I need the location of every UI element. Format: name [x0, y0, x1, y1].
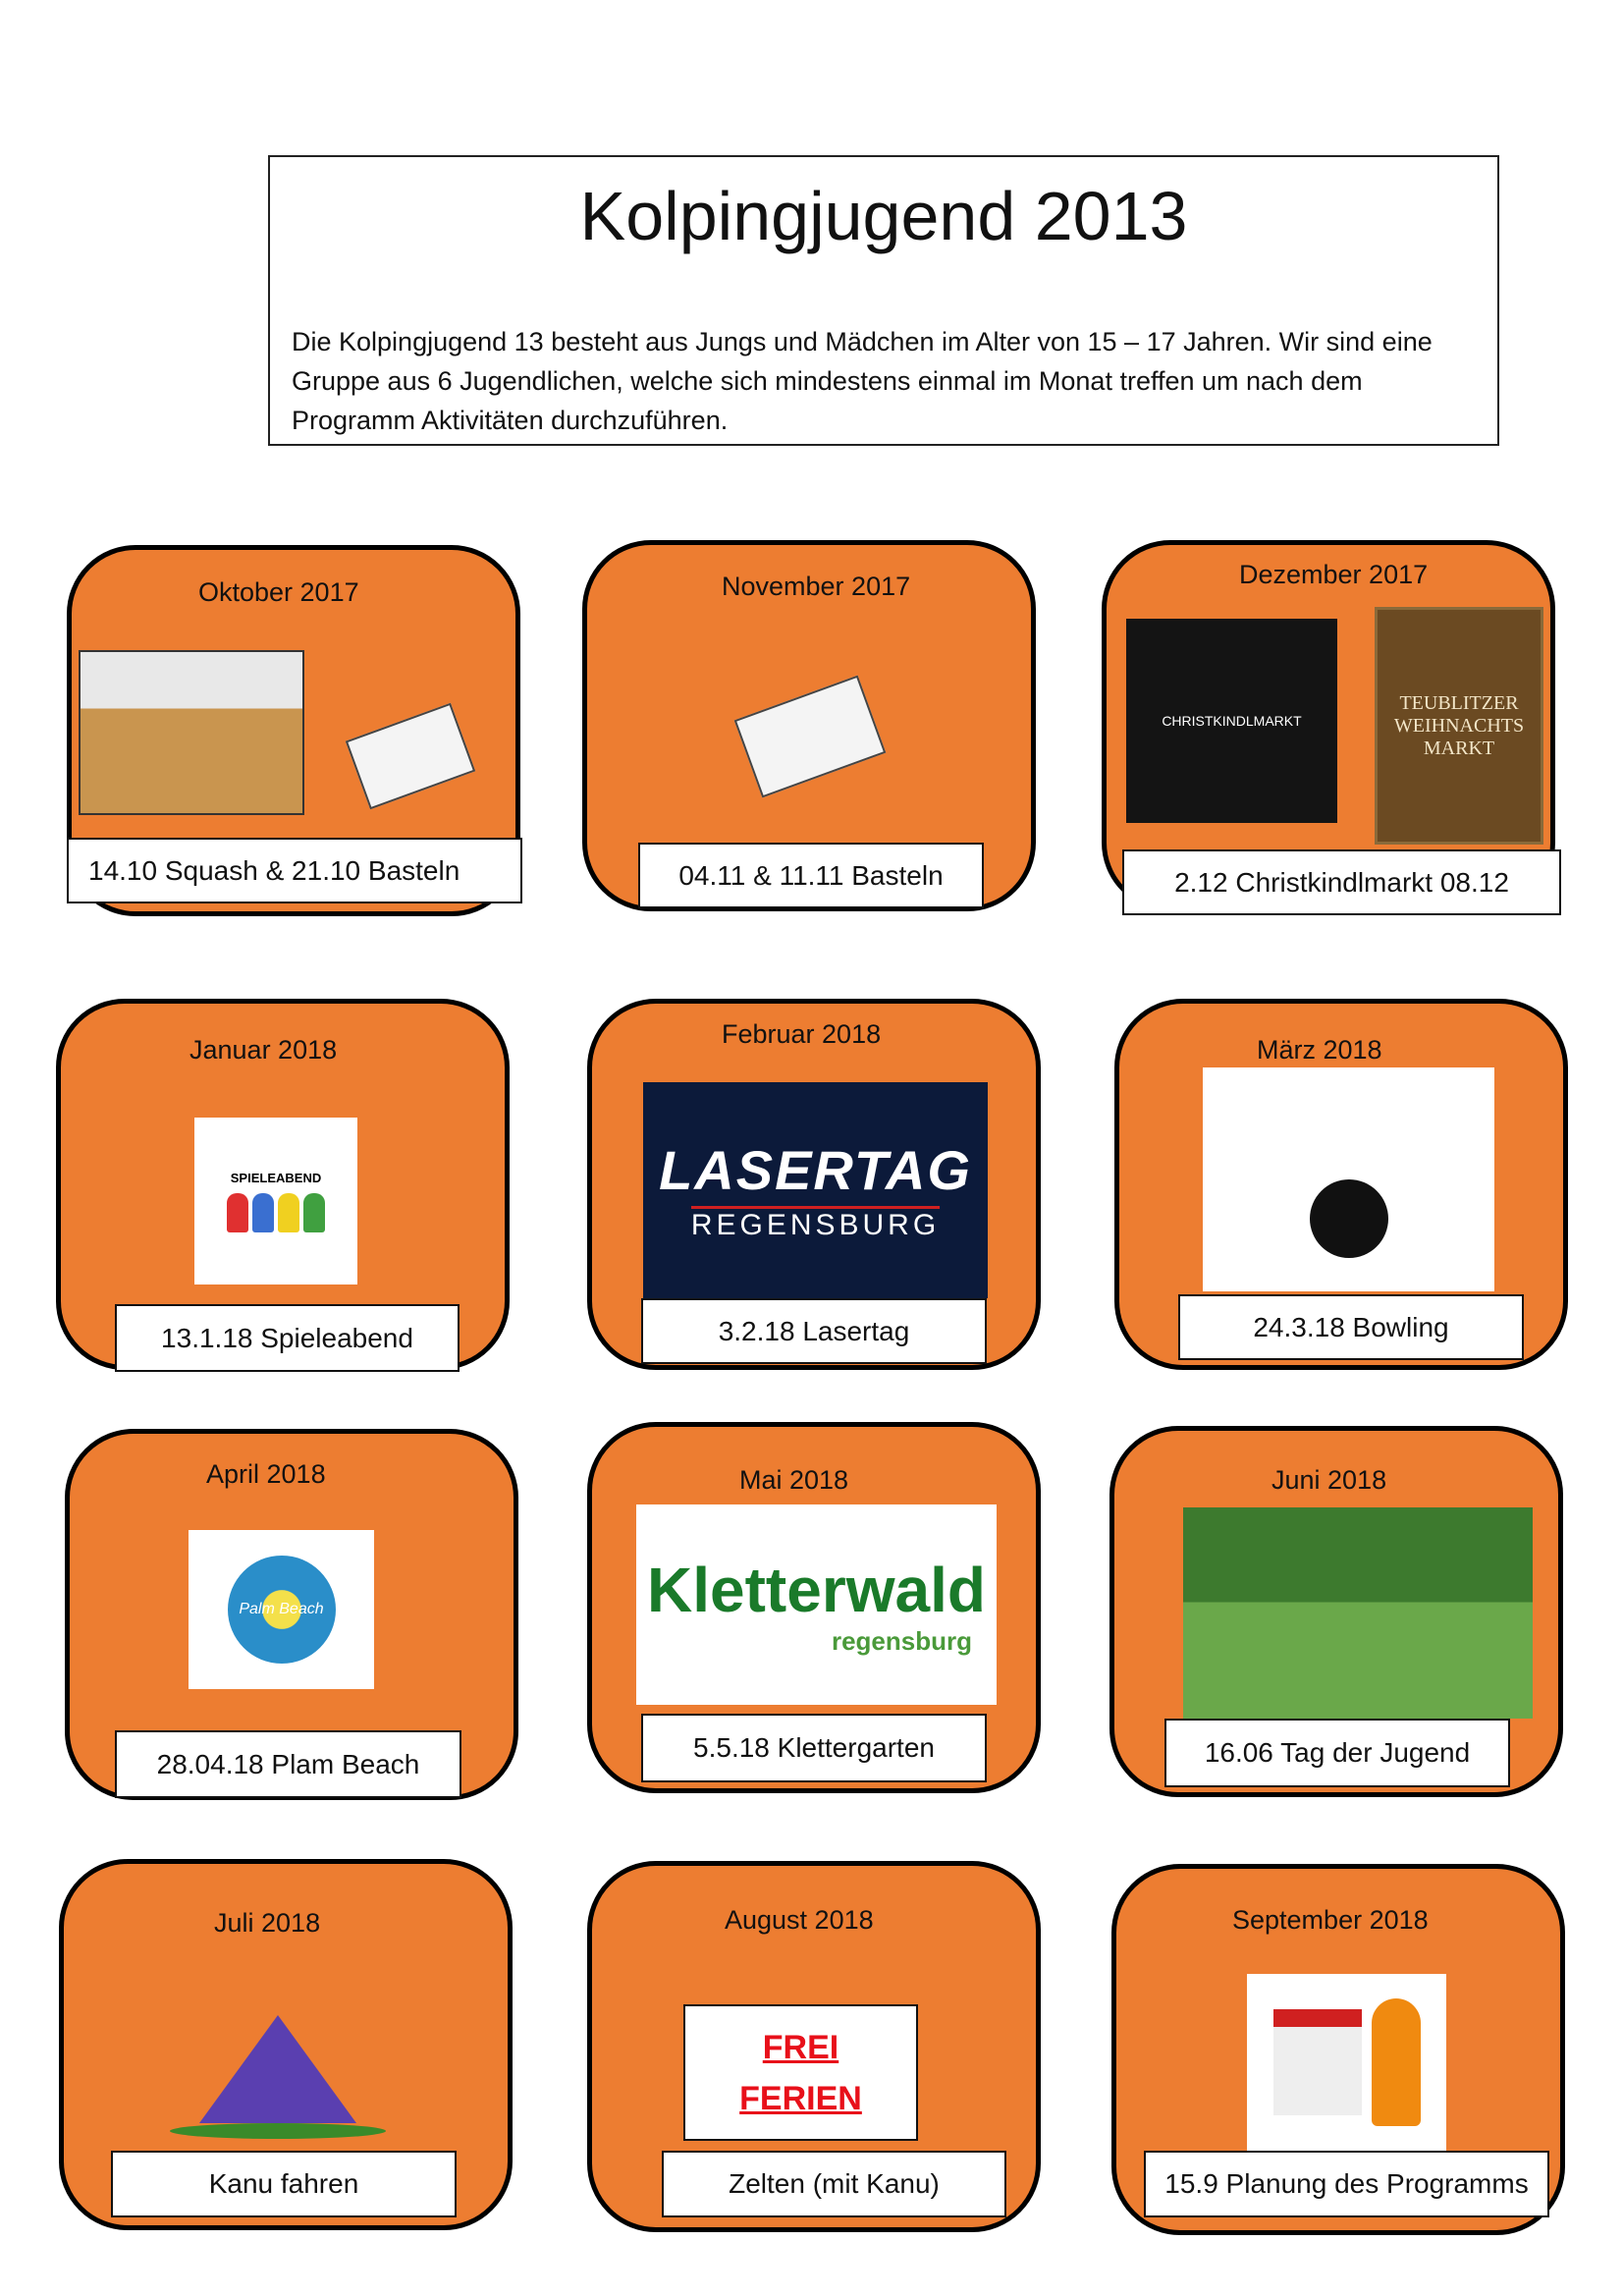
month-title: Oktober 2017: [198, 577, 359, 607]
month-title: März 2018: [1257, 1035, 1382, 1065]
frei-ferien-box: [683, 2004, 918, 2141]
month-label: 3.2.18 Lasertag: [641, 1298, 987, 1364]
month-title: Februar 2018: [722, 1019, 882, 1049]
month-title: Januar 2018: [189, 1035, 338, 1065]
month-title: November 2017: [722, 572, 911, 601]
planning-clipart: [1247, 1974, 1446, 2151]
logo-subtext: regensburg: [831, 1625, 972, 1656]
page-title: Kolpingjugend 2013: [579, 178, 1188, 254]
ferien-text: FERIEN: [739, 2079, 862, 2117]
logo-text: Palm Beach: [239, 1601, 324, 1617]
logo-text: LASERTAG: [659, 1139, 972, 1201]
logo-text: Kletterwald: [647, 1554, 986, 1625]
squash-photo: [79, 650, 304, 815]
month-title: Juni 2018: [1271, 1465, 1387, 1495]
month-label: 13.1.18 Spieleabend: [115, 1304, 460, 1372]
header-box: [268, 155, 1499, 446]
lasertag-logo: [643, 1082, 988, 1298]
craft-clipart: [312, 687, 509, 825]
bowling-photo: [1203, 1067, 1494, 1291]
logo-subtext: REGENSBURG: [691, 1206, 940, 1242]
poster-text: TEUBLITZER WEIHNACHTS MARKT: [1393, 691, 1525, 759]
photo-text: CHRISTKINDLMARKT: [1162, 713, 1302, 729]
month-title: September 2018: [1232, 1905, 1429, 1935]
spieleabend-logo: [194, 1118, 357, 1285]
month-label: 14.10 Squash & 21.10 Basteln: [67, 838, 522, 903]
month-title: April 2018: [206, 1459, 326, 1489]
month-label: 28.04.18 Plam Beach: [115, 1730, 461, 1798]
month-title: Dezember 2017: [1239, 560, 1429, 589]
month-label: 2.12 Christkindlmarkt 08.12: [1122, 849, 1561, 915]
month-label: 16.06 Tag der Jugend: [1164, 1719, 1510, 1787]
month-label: 24.3.18 Bowling: [1178, 1294, 1524, 1360]
month-label: 15.9 Planung des Programms: [1144, 2151, 1549, 2217]
christkindlmarkt-photo: [1126, 619, 1337, 823]
month-title: Mai 2018: [739, 1465, 849, 1495]
bubble-football-photo: [1183, 1507, 1533, 1719]
month-label: Zelten (mit Kanu): [662, 2151, 1006, 2217]
tent-clipart: [162, 1944, 393, 2151]
month-label: Kanu fahren: [111, 2151, 457, 2217]
month-label: 5.5.18 Klettergarten: [641, 1714, 987, 1782]
intro-text: Die Kolpingjugend 13 besteht aus Jungs und Mädchen im Alter von 15 – 17 Jahren. Wir sind eine Gruppe aus 6 Jugendlichen, welche sich mindestens einmal im Monat treffen um nach dem Programm Aktivitäten durchzuführen.: [292, 327, 1433, 435]
weihnachtsmarkt-poster: [1375, 607, 1543, 845]
month-title: August 2018: [725, 1905, 874, 1935]
kletterwald-logo: [636, 1504, 997, 1705]
palm-beach-logo: [189, 1530, 374, 1689]
frei-text: FREI: [762, 2028, 839, 2066]
month-title: Juli 2018: [214, 1908, 321, 1938]
logo-text: SPIELEABEND: [230, 1170, 322, 1185]
calendar-icon: [1273, 2009, 1362, 2115]
craft-clipart: [692, 653, 928, 820]
month-label: 04.11 & 11.11 Basteln: [638, 843, 984, 908]
